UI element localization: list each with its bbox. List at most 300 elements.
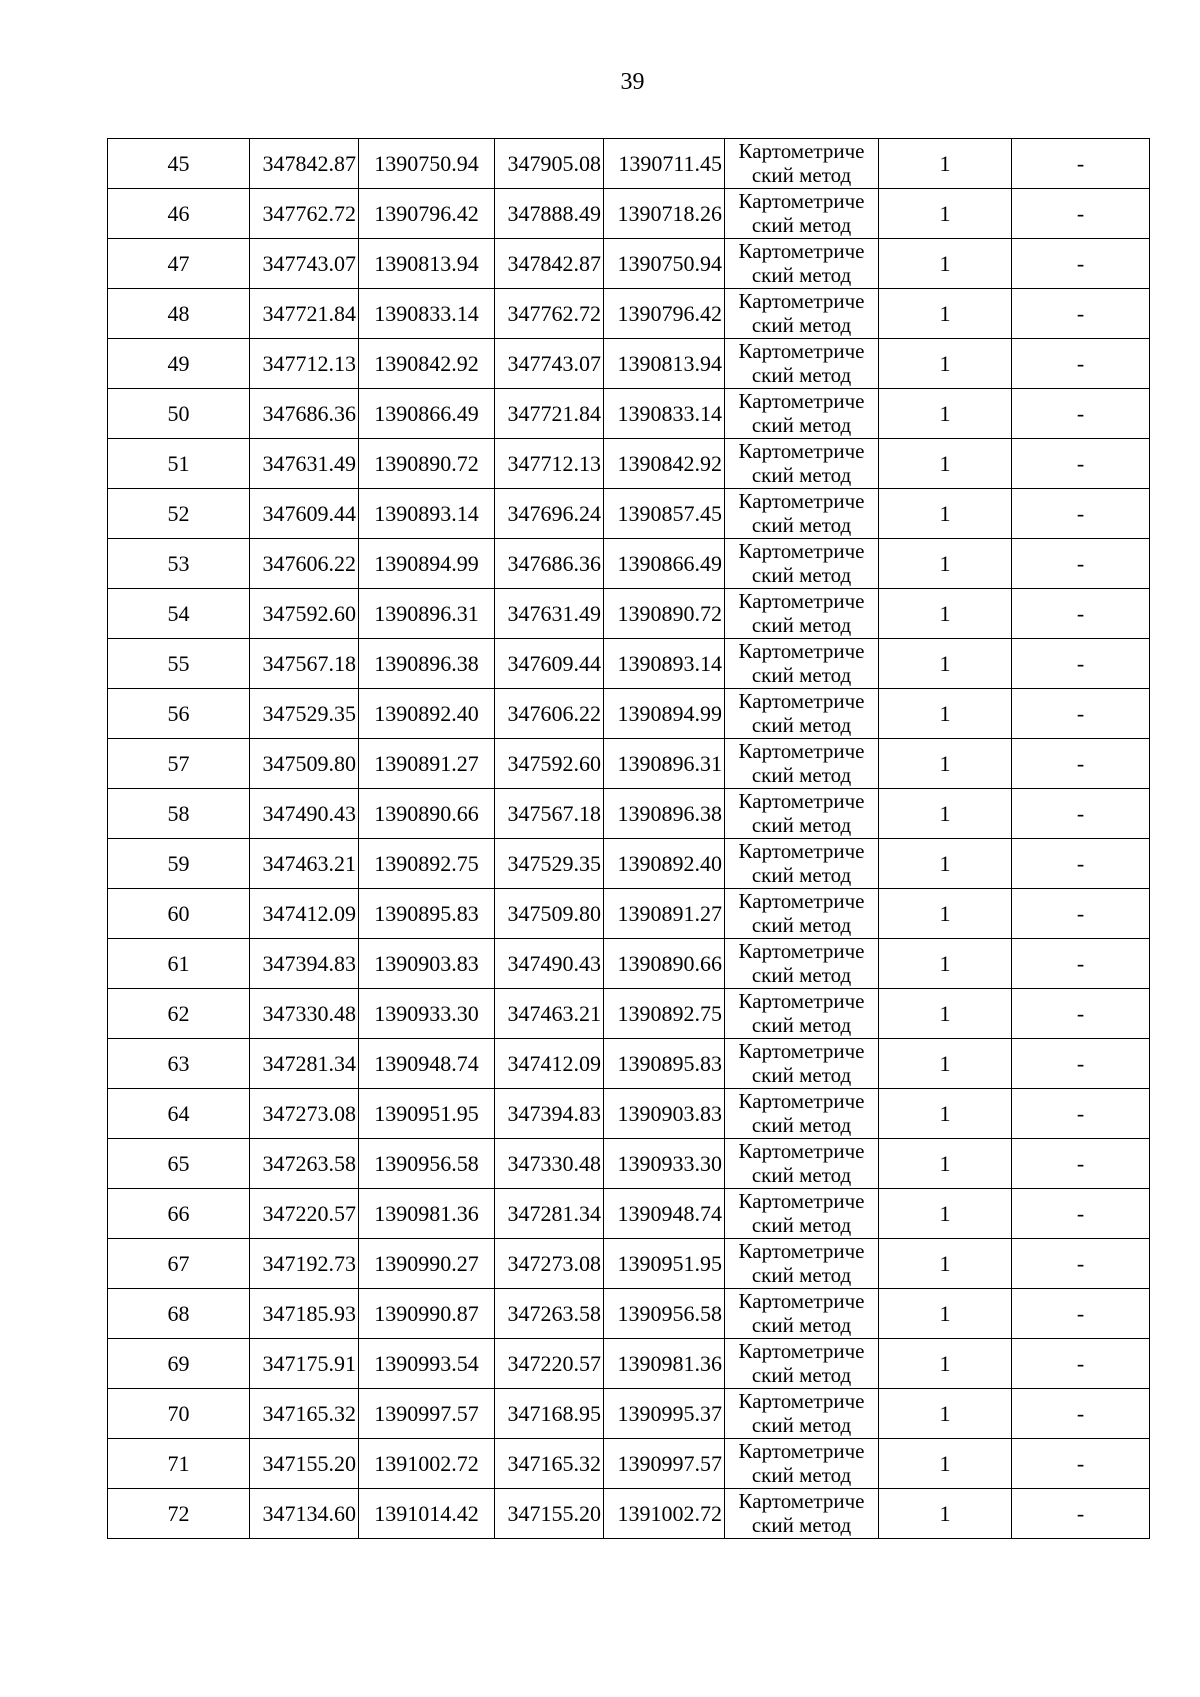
method-text-line2: ский метод (751, 513, 852, 537)
page-number: 39 (620, 69, 645, 95)
method-text-line2: ский метод (751, 363, 852, 387)
method-text-line1: Картометриче (738, 1439, 865, 1463)
prev-y-coordinate-cell: 1391002.72 (604, 1489, 725, 1539)
method-cell (725, 1439, 879, 1489)
note-cell: - (1012, 1239, 1150, 1289)
x-coordinate-cell: 347762.72 (250, 189, 359, 239)
prev-x-coordinate-cell: 347412.09 (495, 1039, 604, 1089)
note-cell: - (1012, 1489, 1150, 1539)
point-number-cell: 66 (108, 1189, 250, 1239)
prev-x-coordinate-cell: 347762.72 (495, 289, 604, 339)
x-coordinate-cell: 347686.36 (250, 389, 359, 439)
table-row (108, 739, 1150, 789)
y-coordinate-cell: 1390990.27 (359, 1239, 495, 1289)
method-text-line1: Картометриче (738, 589, 865, 613)
accuracy-cell: 1 (879, 339, 1012, 389)
prev-x-coordinate-cell: 347888.49 (495, 189, 604, 239)
prev-x-coordinate-cell: 347631.49 (495, 589, 604, 639)
prev-y-coordinate-cell: 1390842.92 (604, 439, 725, 489)
x-coordinate-cell: 347592.60 (250, 589, 359, 639)
table-row (108, 589, 1150, 639)
method-cell (725, 639, 879, 689)
table-row (108, 1289, 1150, 1339)
x-coordinate-cell: 347165.32 (250, 1389, 359, 1439)
table-row (108, 1239, 1150, 1289)
method-text-line2: ский метод (751, 1113, 852, 1137)
method-text-line1: Картометриче (738, 1089, 865, 1113)
accuracy-cell: 1 (879, 439, 1012, 489)
prev-y-coordinate-cell: 1390933.30 (604, 1139, 725, 1189)
x-coordinate-cell: 347712.13 (250, 339, 359, 389)
prev-x-coordinate-cell: 347743.07 (495, 339, 604, 389)
prev-x-coordinate-cell: 347463.21 (495, 989, 604, 1039)
method-cell (725, 989, 879, 1039)
point-number-cell: 69 (108, 1339, 250, 1389)
method-text-line1: Картометриче (738, 689, 865, 713)
method-text-line2: ский метод (751, 1013, 852, 1037)
prev-y-coordinate-cell: 1390995.37 (604, 1389, 725, 1439)
prev-x-coordinate-cell: 347220.57 (495, 1339, 604, 1389)
y-coordinate-cell: 1390892.40 (359, 689, 495, 739)
method-cell (725, 1489, 879, 1539)
note-cell: - (1012, 489, 1150, 539)
point-number-cell: 60 (108, 889, 250, 939)
method-text-line2: ский метод (751, 963, 852, 987)
table-row (108, 439, 1150, 489)
method-text-line2: ский метод (751, 763, 852, 787)
method-cell (725, 439, 879, 489)
table-row (108, 939, 1150, 989)
note-cell: - (1012, 139, 1150, 189)
y-coordinate-cell: 1390997.57 (359, 1389, 495, 1439)
accuracy-cell: 1 (879, 1389, 1012, 1439)
method-cell (725, 589, 879, 639)
prev-y-coordinate-cell: 1390981.36 (604, 1339, 725, 1389)
prev-y-coordinate-cell: 1390813.94 (604, 339, 725, 389)
note-cell: - (1012, 339, 1150, 389)
note-cell: - (1012, 789, 1150, 839)
x-coordinate-cell: 347463.21 (250, 839, 359, 889)
prev-x-coordinate-cell: 347165.32 (495, 1439, 604, 1489)
note-cell: - (1012, 239, 1150, 289)
method-text-line2: ский метод (751, 863, 852, 887)
method-text-line2: ский метод (751, 163, 852, 187)
point-number-cell: 47 (108, 239, 250, 289)
prev-x-coordinate-cell: 347609.44 (495, 639, 604, 689)
accuracy-cell: 1 (879, 1039, 1012, 1089)
method-text-line2: ский метод (751, 1263, 852, 1287)
prev-x-coordinate-cell: 347905.08 (495, 139, 604, 189)
method-text-line1: Картометриче (738, 739, 865, 763)
y-coordinate-cell: 1390933.30 (359, 989, 495, 1039)
note-cell: - (1012, 1289, 1150, 1339)
method-text-line1: Картометриче (738, 1339, 865, 1363)
y-coordinate-cell: 1390895.83 (359, 889, 495, 939)
prev-x-coordinate-cell: 347712.13 (495, 439, 604, 489)
x-coordinate-cell: 347394.83 (250, 939, 359, 989)
y-coordinate-cell: 1390796.42 (359, 189, 495, 239)
method-text-line1: Картометриче (738, 289, 865, 313)
prev-x-coordinate-cell: 347529.35 (495, 839, 604, 889)
y-coordinate-cell: 1390866.49 (359, 389, 495, 439)
point-number-cell: 55 (108, 639, 250, 689)
table-row (108, 189, 1150, 239)
table-row (108, 889, 1150, 939)
method-text-line2: ский метод (751, 1513, 852, 1537)
x-coordinate-cell: 347220.57 (250, 1189, 359, 1239)
y-coordinate-cell: 1390981.36 (359, 1189, 495, 1239)
y-coordinate-cell: 1391014.42 (359, 1489, 495, 1539)
prev-y-coordinate-cell: 1390750.94 (604, 239, 725, 289)
note-cell: - (1012, 739, 1150, 789)
accuracy-cell: 1 (879, 239, 1012, 289)
table-row (108, 239, 1150, 289)
note-cell: - (1012, 639, 1150, 689)
accuracy-cell: 1 (879, 1289, 1012, 1339)
table-row (108, 539, 1150, 589)
y-coordinate-cell: 1390750.94 (359, 139, 495, 189)
y-coordinate-cell: 1390892.75 (359, 839, 495, 889)
note-cell: - (1012, 539, 1150, 589)
method-cell (725, 189, 879, 239)
method-text-line2: ский метод (751, 563, 852, 587)
accuracy-cell: 1 (879, 639, 1012, 689)
method-cell (725, 289, 879, 339)
point-number-cell: 71 (108, 1439, 250, 1489)
method-text-line1: Картометриче (738, 789, 865, 813)
method-text-line1: Картометриче (738, 1489, 865, 1513)
x-coordinate-cell: 347134.60 (250, 1489, 359, 1539)
accuracy-cell: 1 (879, 539, 1012, 589)
prev-x-coordinate-cell: 347686.36 (495, 539, 604, 589)
prev-x-coordinate-cell: 347696.24 (495, 489, 604, 539)
x-coordinate-cell: 347330.48 (250, 989, 359, 1039)
prev-y-coordinate-cell: 1390890.72 (604, 589, 725, 639)
prev-y-coordinate-cell: 1390890.66 (604, 939, 725, 989)
prev-y-coordinate-cell: 1390894.99 (604, 689, 725, 739)
x-coordinate-cell: 347509.80 (250, 739, 359, 789)
x-coordinate-cell: 347631.49 (250, 439, 359, 489)
accuracy-cell: 1 (879, 389, 1012, 439)
note-cell: - (1012, 939, 1150, 989)
prev-y-coordinate-cell: 1390895.83 (604, 1039, 725, 1089)
method-cell (725, 389, 879, 439)
y-coordinate-cell: 1390990.87 (359, 1289, 495, 1339)
prev-x-coordinate-cell: 347330.48 (495, 1139, 604, 1189)
y-coordinate-cell: 1390891.27 (359, 739, 495, 789)
note-cell: - (1012, 1439, 1150, 1489)
y-coordinate-cell: 1390993.54 (359, 1339, 495, 1389)
method-cell (725, 1039, 879, 1089)
method-cell (725, 1389, 879, 1439)
prev-y-coordinate-cell: 1390857.45 (604, 489, 725, 539)
point-number-cell: 62 (108, 989, 250, 1039)
accuracy-cell: 1 (879, 889, 1012, 939)
note-cell: - (1012, 839, 1150, 889)
x-coordinate-cell: 347185.93 (250, 1289, 359, 1339)
method-text-line1: Картометриче (738, 639, 865, 663)
table-row (108, 639, 1150, 689)
point-number-cell: 64 (108, 1089, 250, 1139)
table-row (108, 1439, 1150, 1489)
y-coordinate-cell: 1390833.14 (359, 289, 495, 339)
accuracy-cell: 1 (879, 839, 1012, 889)
table-row (108, 489, 1150, 539)
x-coordinate-cell: 347412.09 (250, 889, 359, 939)
method-cell (725, 889, 879, 939)
x-coordinate-cell: 347490.43 (250, 789, 359, 839)
method-text-line2: ский метод (751, 413, 852, 437)
method-cell (725, 1239, 879, 1289)
point-number-cell: 53 (108, 539, 250, 589)
prev-x-coordinate-cell: 347592.60 (495, 739, 604, 789)
method-cell (725, 789, 879, 839)
point-number-cell: 58 (108, 789, 250, 839)
point-number-cell: 72 (108, 1489, 250, 1539)
method-cell (725, 1139, 879, 1189)
method-text-line1: Картометриче (738, 839, 865, 863)
accuracy-cell: 1 (879, 289, 1012, 339)
note-cell: - (1012, 589, 1150, 639)
method-text-line1: Картометриче (738, 239, 865, 263)
method-text-line1: Картометриче (738, 889, 865, 913)
note-cell: - (1012, 989, 1150, 1039)
prev-x-coordinate-cell: 347281.34 (495, 1189, 604, 1239)
accuracy-cell: 1 (879, 1089, 1012, 1139)
prev-x-coordinate-cell: 347273.08 (495, 1239, 604, 1289)
prev-x-coordinate-cell: 347721.84 (495, 389, 604, 439)
x-coordinate-cell: 347842.87 (250, 139, 359, 189)
accuracy-cell: 1 (879, 789, 1012, 839)
prev-x-coordinate-cell: 347490.43 (495, 939, 604, 989)
method-text-line1: Картометриче (738, 1039, 865, 1063)
note-cell: - (1012, 1339, 1150, 1389)
point-number-cell: 67 (108, 1239, 250, 1289)
accuracy-cell: 1 (879, 1239, 1012, 1289)
y-coordinate-cell: 1390896.38 (359, 639, 495, 689)
table-row (108, 1389, 1150, 1439)
method-text-line2: ский метод (751, 713, 852, 737)
note-cell: - (1012, 189, 1150, 239)
prev-y-coordinate-cell: 1390718.26 (604, 189, 725, 239)
prev-x-coordinate-cell: 347168.95 (495, 1389, 604, 1439)
accuracy-cell: 1 (879, 189, 1012, 239)
accuracy-cell: 1 (879, 689, 1012, 739)
x-coordinate-cell: 347155.20 (250, 1439, 359, 1489)
note-cell: - (1012, 289, 1150, 339)
accuracy-cell: 1 (879, 489, 1012, 539)
prev-y-coordinate-cell: 1390866.49 (604, 539, 725, 589)
method-text-line1: Картометриче (738, 389, 865, 413)
method-cell (725, 939, 879, 989)
method-text-line1: Картометриче (738, 1139, 865, 1163)
prev-y-coordinate-cell: 1390833.14 (604, 389, 725, 439)
point-number-cell: 61 (108, 939, 250, 989)
y-coordinate-cell: 1390893.14 (359, 489, 495, 539)
method-text-line2: ский метод (751, 663, 852, 687)
method-cell (725, 1289, 879, 1339)
y-coordinate-cell: 1390890.72 (359, 439, 495, 489)
prev-x-coordinate-cell: 347509.80 (495, 889, 604, 939)
y-coordinate-cell: 1390813.94 (359, 239, 495, 289)
method-cell (725, 1089, 879, 1139)
method-text-line2: ский метод (751, 1463, 852, 1487)
table-row (108, 989, 1150, 1039)
accuracy-cell: 1 (879, 139, 1012, 189)
point-number-cell: 57 (108, 739, 250, 789)
point-number-cell: 54 (108, 589, 250, 639)
table-body (108, 139, 1150, 1539)
accuracy-cell: 1 (879, 1139, 1012, 1189)
method-cell (725, 339, 879, 389)
prev-x-coordinate-cell: 347567.18 (495, 789, 604, 839)
prev-y-coordinate-cell: 1390896.31 (604, 739, 725, 789)
table-row (108, 789, 1150, 839)
accuracy-cell: 1 (879, 989, 1012, 1039)
prev-y-coordinate-cell: 1390892.75 (604, 989, 725, 1039)
accuracy-cell: 1 (879, 1189, 1012, 1239)
table-row (108, 689, 1150, 739)
method-cell (725, 739, 879, 789)
method-text-line1: Картометриче (738, 539, 865, 563)
y-coordinate-cell: 1390951.95 (359, 1089, 495, 1139)
accuracy-cell: 1 (879, 1489, 1012, 1539)
x-coordinate-cell: 347743.07 (250, 239, 359, 289)
y-coordinate-cell: 1390956.58 (359, 1139, 495, 1189)
prev-x-coordinate-cell: 347394.83 (495, 1089, 604, 1139)
x-coordinate-cell: 347609.44 (250, 489, 359, 539)
note-cell: - (1012, 439, 1150, 489)
method-cell (725, 239, 879, 289)
method-text-line2: ский метод (751, 913, 852, 937)
method-text-line1: Картометриче (738, 339, 865, 363)
x-coordinate-cell: 347567.18 (250, 639, 359, 689)
y-coordinate-cell: 1391002.72 (359, 1439, 495, 1489)
method-text-line2: ский метод (751, 263, 852, 287)
method-text-line2: ский метод (751, 213, 852, 237)
point-number-cell: 45 (108, 139, 250, 189)
method-text-line2: ский метод (751, 813, 852, 837)
prev-y-coordinate-cell: 1390892.40 (604, 839, 725, 889)
method-cell (725, 689, 879, 739)
method-text-line2: ский метод (751, 1213, 852, 1237)
table-row (108, 1139, 1150, 1189)
method-cell (725, 539, 879, 589)
prev-x-coordinate-cell: 347155.20 (495, 1489, 604, 1539)
prev-y-coordinate-cell: 1390956.58 (604, 1289, 725, 1339)
y-coordinate-cell: 1390948.74 (359, 1039, 495, 1089)
x-coordinate-cell: 347721.84 (250, 289, 359, 339)
table-row (108, 1489, 1150, 1539)
method-text-line2: ский метод (751, 1063, 852, 1087)
table-row (108, 1339, 1150, 1389)
point-number-cell: 48 (108, 289, 250, 339)
x-coordinate-cell: 347529.35 (250, 689, 359, 739)
method-text-line1: Картометриче (738, 939, 865, 963)
accuracy-cell: 1 (879, 1339, 1012, 1389)
table-row (108, 1039, 1150, 1089)
point-number-cell: 51 (108, 439, 250, 489)
point-number-cell: 68 (108, 1289, 250, 1339)
table-row (108, 289, 1150, 339)
method-text-line1: Картометриче (738, 489, 865, 513)
point-number-cell: 50 (108, 389, 250, 439)
method-text-line2: ский метод (751, 1313, 852, 1337)
y-coordinate-cell: 1390896.31 (359, 589, 495, 639)
method-text-line1: Картометриче (738, 139, 865, 163)
prev-y-coordinate-cell: 1390903.83 (604, 1089, 725, 1139)
note-cell: - (1012, 1139, 1150, 1189)
prev-y-coordinate-cell: 1390893.14 (604, 639, 725, 689)
prev-x-coordinate-cell: 347842.87 (495, 239, 604, 289)
accuracy-cell: 1 (879, 1439, 1012, 1489)
prev-y-coordinate-cell: 1390711.45 (604, 139, 725, 189)
note-cell: - (1012, 889, 1150, 939)
prev-x-coordinate-cell: 347606.22 (495, 689, 604, 739)
method-text-line2: ский метод (751, 1363, 852, 1387)
point-number-cell: 46 (108, 189, 250, 239)
note-cell: - (1012, 689, 1150, 739)
point-number-cell: 56 (108, 689, 250, 739)
prev-y-coordinate-cell: 1390948.74 (604, 1189, 725, 1239)
note-cell: - (1012, 1089, 1150, 1139)
note-cell: - (1012, 389, 1150, 439)
method-text-line1: Картометриче (738, 189, 865, 213)
y-coordinate-cell: 1390894.99 (359, 539, 495, 589)
table-row (108, 139, 1150, 189)
x-coordinate-cell: 347175.91 (250, 1339, 359, 1389)
prev-y-coordinate-cell: 1390891.27 (604, 889, 725, 939)
table-row (108, 339, 1150, 389)
prev-y-coordinate-cell: 1390796.42 (604, 289, 725, 339)
y-coordinate-cell: 1390842.92 (359, 339, 495, 389)
method-cell (725, 489, 879, 539)
method-text-line2: ский метод (751, 1163, 852, 1187)
method-text-line1: Картометриче (738, 989, 865, 1013)
x-coordinate-cell: 347273.08 (250, 1089, 359, 1139)
method-text-line2: ский метод (751, 1413, 852, 1437)
method-text-line1: Картометриче (738, 1239, 865, 1263)
accuracy-cell: 1 (879, 739, 1012, 789)
note-cell: - (1012, 1039, 1150, 1089)
point-number-cell: 63 (108, 1039, 250, 1089)
x-coordinate-cell: 347281.34 (250, 1039, 359, 1089)
method-text-line1: Картометриче (738, 1289, 865, 1313)
prev-y-coordinate-cell: 1390896.38 (604, 789, 725, 839)
method-text-line2: ский метод (751, 613, 852, 637)
point-number-cell: 59 (108, 839, 250, 889)
table-row (108, 389, 1150, 439)
note-cell: - (1012, 1389, 1150, 1439)
accuracy-cell: 1 (879, 589, 1012, 639)
point-number-cell: 49 (108, 339, 250, 389)
method-cell (725, 139, 879, 189)
coordinates-table (107, 138, 1150, 1539)
table-row (108, 1189, 1150, 1239)
method-cell (725, 839, 879, 889)
prev-x-coordinate-cell: 347263.58 (495, 1289, 604, 1339)
method-text-line1: Картометриче (738, 439, 865, 463)
prev-y-coordinate-cell: 1390997.57 (604, 1439, 725, 1489)
method-text-line2: ский метод (751, 313, 852, 337)
table-row (108, 839, 1150, 889)
x-coordinate-cell: 347606.22 (250, 539, 359, 589)
point-number-cell: 70 (108, 1389, 250, 1439)
prev-y-coordinate-cell: 1390951.95 (604, 1239, 725, 1289)
method-cell (725, 1189, 879, 1239)
x-coordinate-cell: 347192.73 (250, 1239, 359, 1289)
method-text-line2: ский метод (751, 463, 852, 487)
